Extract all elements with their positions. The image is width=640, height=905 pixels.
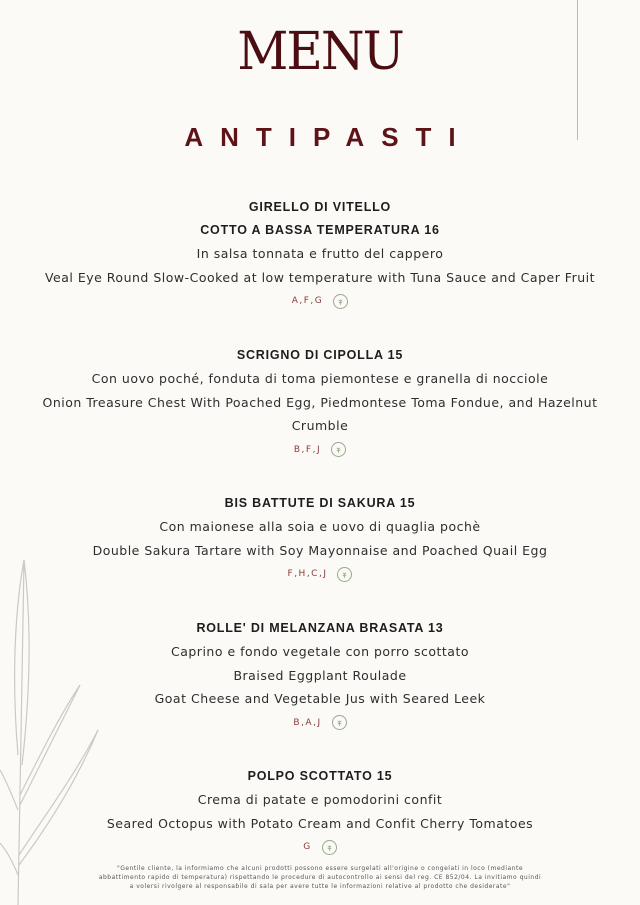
allergen-codes: G xyxy=(303,842,312,852)
dish-description: Crumble xyxy=(291,418,349,433)
allergen-codes: B,F,J xyxy=(293,444,322,455)
footer-disclaimer xyxy=(60,864,580,891)
allergen-row xyxy=(0,289,640,313)
allergen-codes: A,F,G xyxy=(291,296,324,306)
leaf-badge-icon xyxy=(331,442,346,457)
dish-description: Con maionese alla soia e uovo di quaglia pochè xyxy=(159,519,481,534)
dish-title: ROLLE' DI MELANZANA BRASATA 13 xyxy=(196,621,444,635)
dish-description: Veal Eye Round Slow-Cooked at low temperature with Tuna Sauce and Caper Fruit xyxy=(44,269,596,285)
leaf-badge-icon xyxy=(333,294,348,309)
leaf-badge-icon xyxy=(322,840,337,855)
dish-description: Crema di patate e pomodorini confit xyxy=(197,792,443,807)
allergen-row xyxy=(0,438,640,462)
dish-item xyxy=(0,344,640,462)
footer-line: abbattimento rapido di temperatura) rispettando le procedure di autocontrollo ai sensi del reg. CE 852/04. La invitiamo quindi xyxy=(98,874,542,881)
dish-title: BIS BATTUTE DI SAKURA 15 xyxy=(224,496,416,510)
dish-description: Caprino e fondo vegetale con porro scottato xyxy=(170,644,470,659)
dish-description: Double Sakura Tartare with Soy Mayonnaise and Poached Quail Egg xyxy=(92,542,548,558)
leaf-badge-icon xyxy=(332,715,347,730)
dish-description: Goat Cheese and Vegetable Jus with Seared Leek xyxy=(154,691,486,706)
dish-item xyxy=(0,196,640,313)
dish-title: COTTO A BASSA TEMPERATURA 16 xyxy=(200,223,440,237)
dish-title: SCRIGNO DI CIPOLLA 15 xyxy=(236,348,404,362)
dish-description: Braised Eggplant Roulade xyxy=(233,667,407,683)
plant-branch-icon xyxy=(0,555,110,905)
footer-line: a volersi rivolgere al responsabile di sala per avere tutte le informazioni relative al prodotto che desiderate" xyxy=(129,883,511,890)
footer-line: "Gentile cliente, la informiamo che alcuni prodotti possono essere surgelati all'origine o congelati in loco (mediante xyxy=(116,865,524,872)
allergen-codes: B,A,J xyxy=(293,717,322,728)
dish-description: In salsa tonnata e frutto del cappero xyxy=(196,246,444,261)
menu-logo: MENU xyxy=(237,20,403,82)
dish-description: Seared Octopus with Potato Cream and Confit Cherry Tomatoes xyxy=(106,815,534,831)
dish-title: POLPO SCOTTATO 15 xyxy=(247,769,393,783)
dish-title: GIRELLO DI VITELLO xyxy=(248,200,392,214)
section-title: ANTIPASTI xyxy=(184,122,473,152)
dish-description: Con uovo poché, fonduta di toma piemontese e granella di nocciole xyxy=(91,371,549,386)
dish-description: Onion Treasure Chest With Poached Egg, Piedmontese Toma Fondue, and Hazelnut xyxy=(42,394,598,410)
leaf-badge-icon xyxy=(337,567,352,582)
allergen-codes: F,H,C,J xyxy=(287,569,328,579)
